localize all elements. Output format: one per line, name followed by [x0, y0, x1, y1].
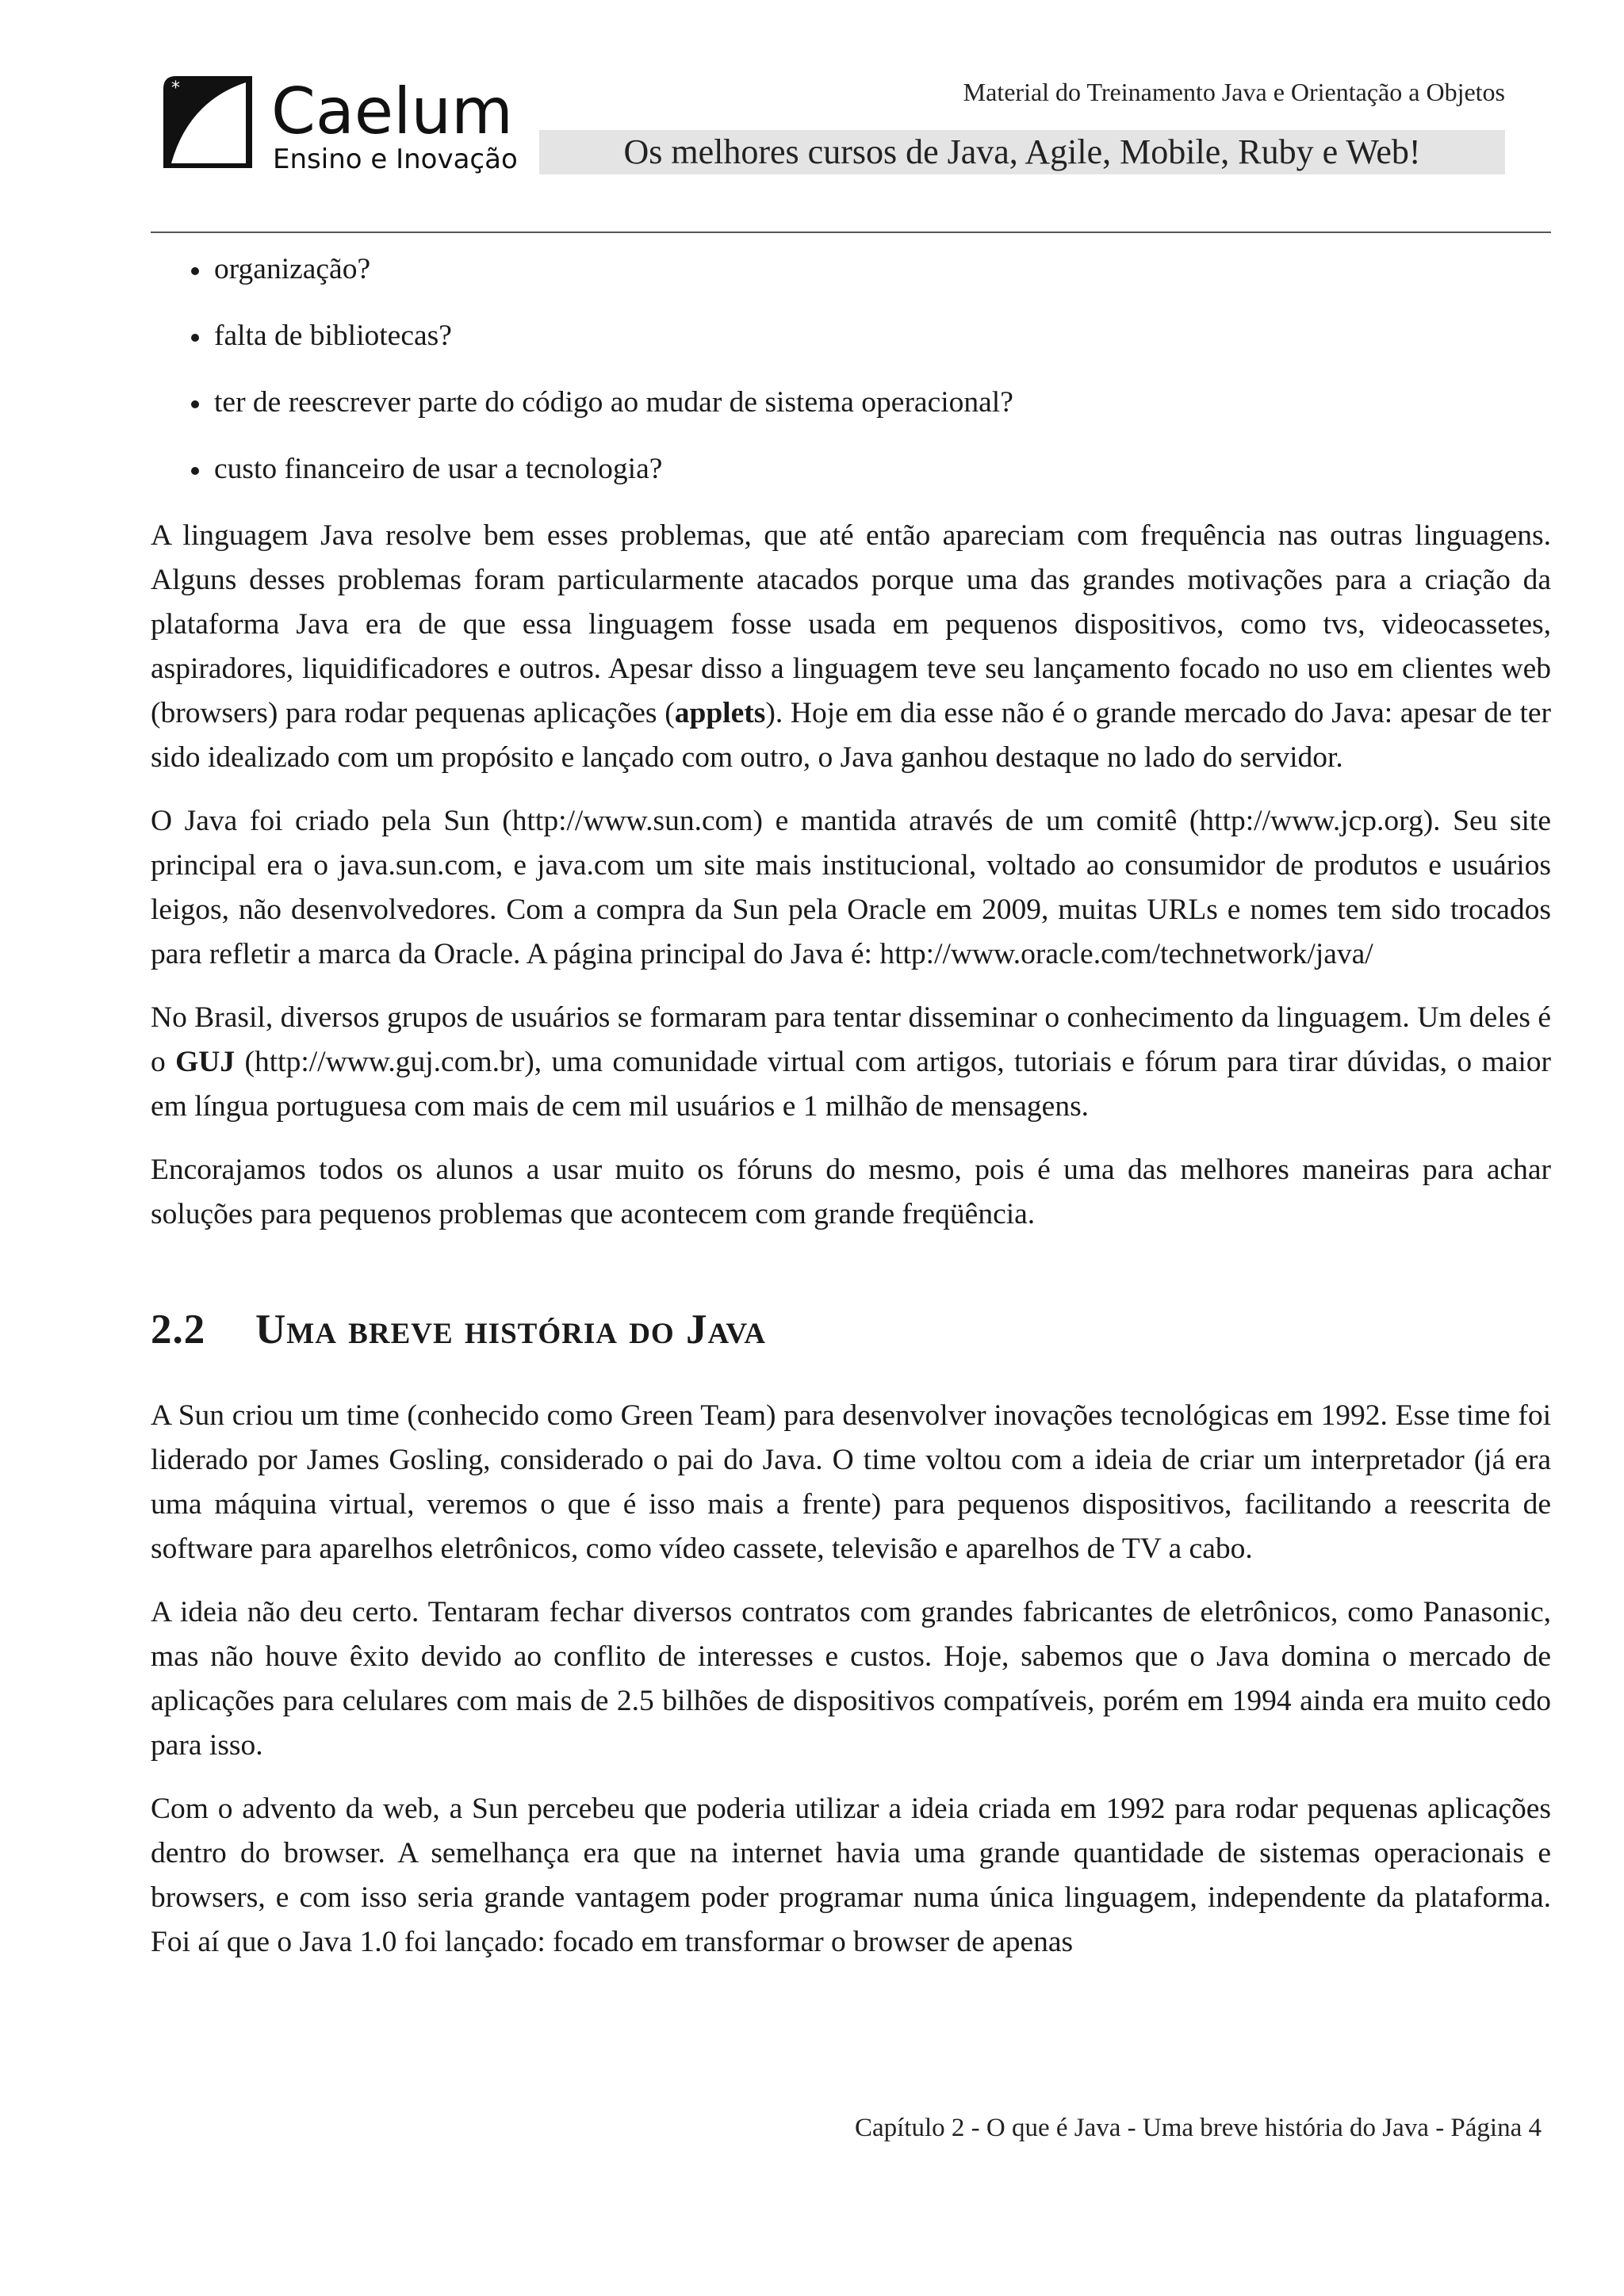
list-item: falta de bibliotecas? — [214, 314, 1551, 358]
paragraph-text: No Brasil, diversos grupos de usuários se formaram para tentar disseminar o conhecimento da linguagem. Um deles é o — [151, 1001, 1551, 1078]
section-number: 2.2 — [151, 1307, 206, 1353]
material-title: Material do Treinamento Java e Orientação a Objetos — [963, 78, 1505, 106]
paragraph-text: A linguagem Java resolve bem esses problemas, que até então apareciam com frequência nas outras linguagens. Alguns desses problemas foram particularmente atacados porque uma das grandes motivações para a criação da plataforma Java era de que essa linguagem fosse usada em pequenos dispositivos, como tvs, videocassetes, aspiradores, liquidificadores e outros. Apesar disso a linguagem teve seu lançamento focado no uso em clientes web (browsers) para rodar pequenas aplicações ( — [151, 519, 1551, 729]
logo-tagline: Ensino e Inovação — [273, 144, 518, 175]
applets-term: applets — [674, 697, 766, 729]
question-list — [151, 247, 1551, 492]
list-item: custo financeiro de usar a tecnologia? — [214, 447, 1551, 492]
paragraph: Com o advento da web, a Sun percebeu que poderia utilizar a ideia criada em 1992 para rodar pequenas aplicações dentro do browser. A semelhança era que na internet havia uma grande quantidade de sistemas operacionais e browsers, e com isso seria grande vantagem poder programar numa única linguagem, independente da plataforma. Foi aí que o Java 1.0 foi lançado: focado em transformar o browser de apenas — [151, 1793, 1551, 1958]
paragraph: A ideia não deu certo. Tentaram fechar diversos contratos com grandes fabricantes de eletrônicos, como Panasonic, mas não houve êxito devido ao conflito de interesses e custos. Hoje, sabemos que o Java domina o mercado de aplicações para celulares com mais de 2.5 bilhões de dispositivos compatíveis, porém em 1994 ainda era muito cedo para isso. — [151, 1596, 1551, 1762]
logo-brand: Caelum — [271, 75, 513, 148]
paragraph — [151, 514, 1551, 780]
section-title: Uma breve história do Java — [255, 1307, 767, 1353]
logo-star-icon: * — [171, 78, 180, 98]
paragraph: Encorajamos todos os alunos a usar muito os fóruns do mesmo, pois é uma das melhores maneiras para achar soluções para pequenos problemas que acontecem com grande freqüência. — [151, 1154, 1551, 1230]
paragraph-text: (http://www.guj.com.br), uma comunidade virtual com artigos, tutoriais e fórum para tirar dúvidas, o maior em língua portuguesa com mais de cem mil usuários e 1 milhão de mensagens. — [151, 1046, 1552, 1123]
list-item: organização? — [214, 247, 1551, 292]
header-banner: Os melhores cursos de Java, Agile, Mobile, Ruby e Web! — [539, 130, 1505, 174]
page-footer: Capítulo 2 - O que é Java - Uma breve história do Java - Página 4 — [854, 2114, 1542, 2142]
caelum-logo — [157, 70, 518, 176]
paragraph-text: ). Hoje em dia esse não é o grande mercado do Java: apesar de ter sido idealizado com um propósito e lançado com outro, o Java ganhou destaque no lado do servidor. — [151, 697, 1551, 774]
list-item: ter de reescrever parte do código ao mudar de sistema operacional? — [214, 381, 1551, 425]
paragraph: A Sun criou um time (conhecido como Green Team) para desenvolver inovações tecnológicas em 1992. Esse time foi liderado por James Gosling, considerado o pai do Java. O time voltou com a ideia de criar um interpretador (já era uma máquina virtual, veremos o que é isso mais a frente) para pequenos dispositivos, facilitando a reescrita de software para aparelhos eletrônicos, como vídeo cassete, televisão e aparelhos de TV a cabo. — [151, 1399, 1551, 1565]
paragraph — [151, 996, 1551, 1129]
paragraph: O Java foi criado pela Sun (http://www.sun.com) e mantida através de um comitê (http://www.jcp.org). Seu site principal era o java.sun.com, e java.com um site mais institucional, voltado ao consumidor de produtos e usuários leigos, não desenvolvedores. Com a compra da Sun pela Oracle em 2009, muitas URLs e nomes tem sido trocados para refletir a marca da Oracle. A página principal do Java é: http://www.oracle.com/technetwork/java/ — [151, 805, 1551, 970]
page-content — [151, 247, 1551, 1984]
guj-term: GUJ — [175, 1046, 236, 1078]
section-heading — [151, 1302, 1551, 1357]
header-divider — [151, 232, 1551, 233]
